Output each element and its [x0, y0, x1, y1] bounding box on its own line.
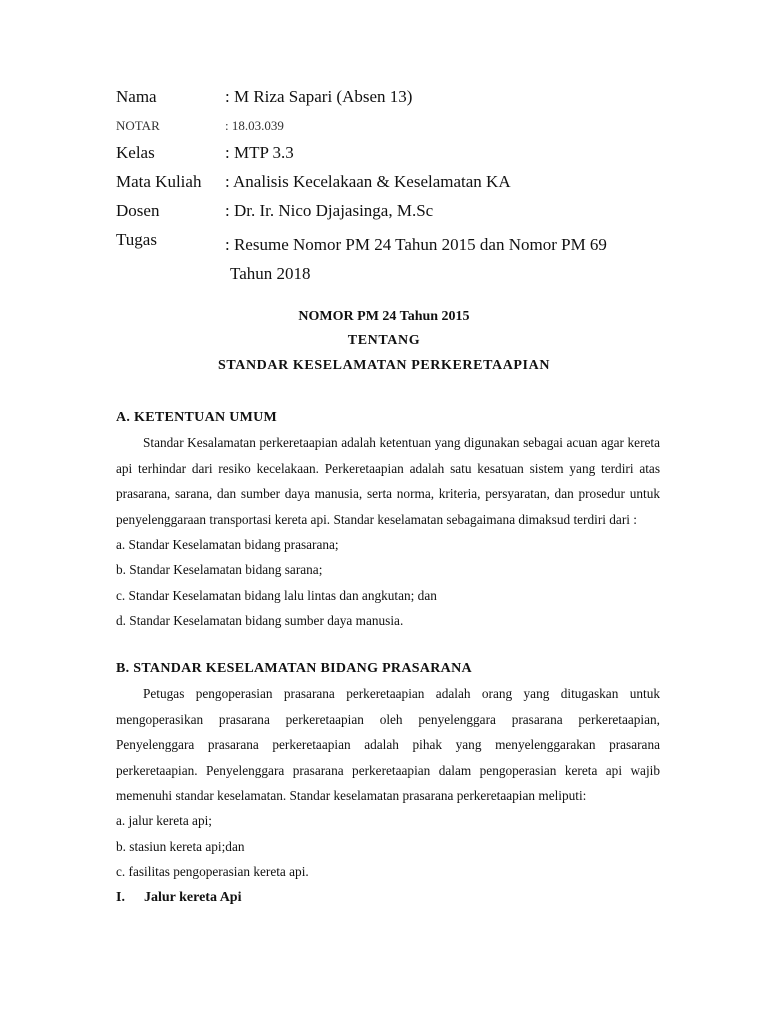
tugas-line-2: Tahun 2018 [230, 264, 311, 283]
section-b-paragraph: Petugas pengoperasian prasarana perkeretaapian adalah orang yang ditugaskan untuk mengoperasikan prasarana perkeretaapian oleh penyelenggara prasarana perkeretaapian, Penyelenggara prasarana perkeretaapian adalah pihak yang menyelenggarakan prasarana perkeretaapian. Penyelenggara prasarana perkeretaapian dalam pengoperasian kereta api wajib memenuhi standar keselamatan. Standar keselamatan prasarana perkeretaapian meliputi: [116, 686, 660, 804]
tugas-line-1: : Resume Nomor PM 24 Tahun 2015 dan Nomor PM 69 [225, 235, 607, 254]
title-line-1: NOMOR PM 24 Tahun 2015 [298, 309, 470, 324]
label-tugas: Tugas [116, 230, 157, 249]
title-line-2: TENTANG [347, 333, 421, 348]
section-b-heading: B. STANDAR KESELAMATAN BIDANG PRASARANA [116, 661, 472, 676]
value-mata-kuliah: : Analisis Kecelakaan & Keselamatan KA [225, 172, 511, 191]
section-a-item: c. Standar Keselamatan bidang lalu lintas dan angkutan; dan [116, 587, 437, 603]
section-a-item: a. Standar Keselamatan bidang prasarana; [116, 537, 339, 553]
value-nama: : M Riza Sapari (Absen 13) [225, 87, 413, 106]
label-notar: NOTAR [116, 118, 160, 133]
value-kelas: : MTP 3.3 [225, 143, 294, 162]
label-mata-kuliah: Mata Kuliah [116, 172, 202, 191]
subsection-1-number: I. [116, 889, 125, 905]
section-a [116, 405, 660, 634]
section-a-item: b. Standar Keselamatan bidang sarana; [116, 562, 323, 578]
value-notar: : 18.03.039 [225, 118, 284, 133]
section-a-heading: A. KETENTUAN UMUM [116, 410, 278, 425]
label-dosen: Dosen [116, 201, 160, 220]
section-b-item: a. jalur kereta api; [116, 813, 212, 829]
title-line-3: STANDAR KESELAMATAN PERKERETAAPIAN [217, 358, 551, 373]
value-dosen: : Dr. Ir. Nico Djajasinga, M.Sc [225, 201, 434, 220]
section-b-item: b. stasiun kereta api;dan [116, 838, 245, 854]
label-nama: Nama [116, 87, 157, 106]
section-a-item: d. Standar Keselamatan bidang sumber daya manusia. [116, 613, 404, 629]
label-kelas: Kelas [116, 143, 155, 162]
subsection-1-title: Jalur kereta Api [144, 889, 242, 905]
subsection-1-heading [116, 885, 660, 910]
section-b [116, 656, 660, 910]
section-b-item: c. fasilitas pengoperasian kereta api. [116, 864, 309, 880]
section-a-paragraph: Standar Kesalamatan perkeretaapian adalah ketentuan yang digunakan sebagai acuan agar kereta api terhindar dari resiko kecelakaan. Perkeretaapian adalah satu kesatuan sistem yang terdiri atas prasarana, sarana, dan sumber daya manusia, serta norma, kriteria, persyaratan, dan prosedur untuk penyelenggaraan transportasi kereta api. Standar keselamatan sebagaimana dimaksud terdiri dari : [116, 435, 660, 527]
value-tugas [225, 230, 655, 288]
